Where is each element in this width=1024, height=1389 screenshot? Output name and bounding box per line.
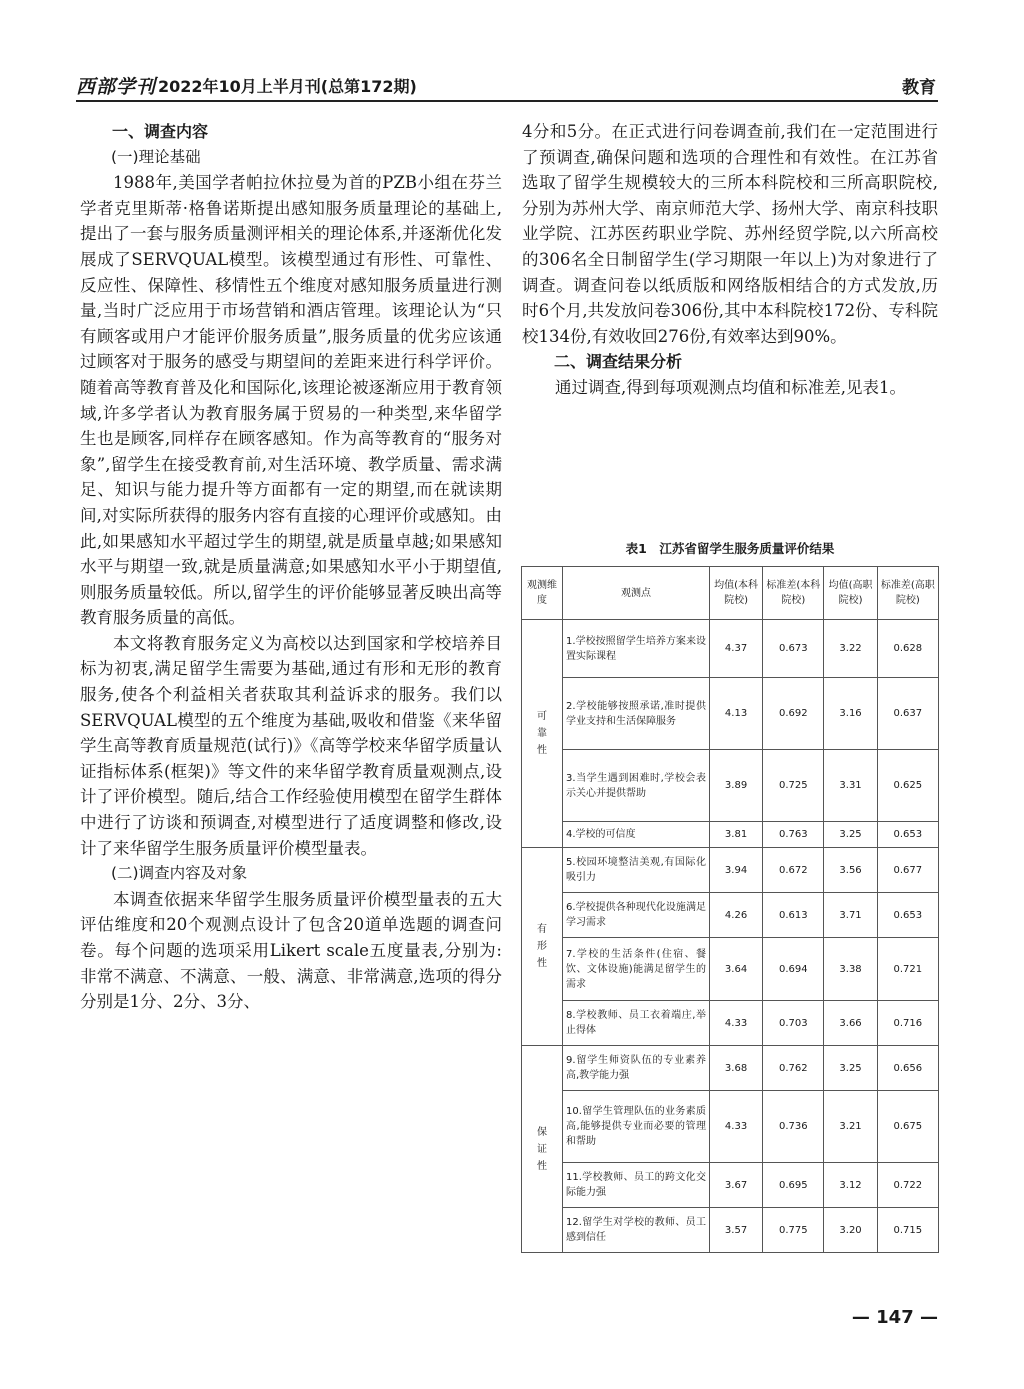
mean-vocational-cell: 3.16 [824,678,877,750]
mean-vocational-cell: 3.12 [824,1163,877,1208]
journal-logo: 西部学刊 [76,76,157,98]
paragraph: 本文将教育服务定义为高校以达到国家和学校培养目标为初衷,满足留学生需要为基础,通过有形和无形的教育服务,使各个利益相关者获取其利益诉求的服务。我们以SERVQUAL模型的五个维度为基础,吸收和借鉴《来华留学生高等教育质量规范(试行)》《高等学校来华留学质量认证指标体系(框架)》等文件的来华留学教育质量观测点,设计了评价模型。随后,结合工作经验使用模型在留学生群体中进行了访谈和预调查,对模型进行了适度调整和修改,设计了来华留学生服务质量评价模型量表。 [80,633,502,858]
mean-undergrad-cell: 4.37 [710,620,763,678]
journal-issue: 2022年10月上半月刊(总第172期) [158,77,417,96]
sd-undergrad-cell: 0.694 [763,938,824,1001]
item-cell: 2.学校能够按照承诺,准时提供学业支持和生活保障服务 [563,678,710,750]
results-table [521,566,939,1253]
column-header: 观测点 [563,567,710,620]
sd-undergrad-cell: 0.613 [763,893,824,938]
mean-undergrad-cell: 3.94 [710,848,763,893]
dimension-cell: 可 靠 性 [522,620,563,848]
column-header: 标准差(本科院校) [763,567,824,620]
table-title: 表1 江苏省留学生服务质量评价结果 [625,541,835,556]
column-header: 均值(本科院校) [710,567,763,620]
sd-vocational-cell: 0.722 [877,1163,938,1208]
mean-vocational-cell: 3.38 [824,938,877,1001]
mean-vocational-cell: 3.56 [824,848,877,893]
sd-vocational-cell: 0.637 [877,678,938,750]
column-header: 观测维度 [522,567,563,620]
paragraph: 1988年,美国学者帕拉休拉曼为首的PZB小组在芬兰学者克里斯蒂·格鲁诺斯提出感知服务质量理论的基础上,提出了一套与服务质量测评相关的理论体系,并逐渐优化发展成了SERVQUAL模型。该模型通过有形性、可靠性、反应性、保障性、移情性五个维度对感知服务质量进行测量,当时广泛应用于市场营销和酒店管理。该理论认为“只有顾客或用户才能评价服务质量”,服务质量的优劣应该通过顾客对于服务的感受与期望间的差距来进行科学评价。随着高等教育普及化和国际化,该理论被逐渐应用于教育领域,许多学者认为教育服务属于贸易的一种类型,来华留学生也是顾客,同样存在顾客感知。作为高等教育的“服务对象”,留学生在接受教育前,对生活环境、教学质量、需求满足、知识与能力提升等方面都有一定的期望,而在就读期间,对实际所获得的服务内容有直接的心理评价或感知。由此,如果感知水平超过学生的期望,就是质量卓越;如果感知水平与期望一致,就是质量满意;如果感知水平小于期望值,则服务质量较低。所以,留学生的评价能够显著反映出高等教育服务质量的高低。 [80,173,502,628]
table-row [522,848,939,893]
mean-undergrad-cell: 4.33 [710,1091,763,1163]
paragraph: 通过调查,得到每项观测点均值和标准差,见表1。 [555,377,906,397]
table-row [522,822,939,848]
sd-vocational-cell: 0.653 [877,822,938,848]
mean-undergrad-cell: 3.68 [710,1046,763,1091]
subsection-heading: (二)调查内容及对象 [111,864,248,883]
column-header: 标准差(高职院校) [877,567,938,620]
mean-vocational-cell: 3.21 [824,1091,877,1163]
sd-vocational-cell: 0.721 [877,938,938,1001]
mean-undergrad-cell: 4.26 [710,893,763,938]
right-column [522,119,938,401]
sd-vocational-cell: 0.715 [877,1208,938,1253]
left-column [80,119,502,1015]
item-cell: 9.留学生师资队伍的专业素养高,教学能力强 [563,1046,710,1091]
sd-undergrad-cell: 0.692 [763,678,824,750]
table-row [522,1001,939,1046]
mean-vocational-cell: 3.71 [824,893,877,938]
sd-undergrad-cell: 0.695 [763,1163,824,1208]
mean-undergrad-cell: 3.81 [710,822,763,848]
sd-vocational-cell: 0.675 [877,1091,938,1163]
dimension-cell: 有 形 性 [522,848,563,1046]
table-row [522,1046,939,1091]
sd-undergrad-cell: 0.672 [763,848,824,893]
mean-vocational-cell: 3.22 [824,620,877,678]
mean-undergrad-cell: 3.57 [710,1208,763,1253]
mean-undergrad-cell: 3.89 [710,750,763,822]
dimension-cell: 保 证 性 [522,1046,563,1253]
mean-undergrad-cell: 4.33 [710,1001,763,1046]
sd-vocational-cell: 0.625 [877,750,938,822]
sd-vocational-cell: 0.656 [877,1046,938,1091]
sd-undergrad-cell: 0.673 [763,620,824,678]
mean-vocational-cell: 3.20 [824,1208,877,1253]
item-cell: 8.学校教师、员工衣着端庄,举止得体 [563,1001,710,1046]
section-tag: 教育 [902,78,936,98]
table-row [522,750,939,822]
table-row [522,893,939,938]
sd-undergrad-cell: 0.775 [763,1208,824,1253]
sd-vocational-cell: 0.653 [877,893,938,938]
mean-undergrad-cell: 3.67 [710,1163,763,1208]
sd-undergrad-cell: 0.763 [763,822,824,848]
table-row [522,620,939,678]
table-header-row [522,567,939,620]
mean-vocational-cell: 3.25 [824,822,877,848]
item-cell: 6.学校提供各种现代化设施满足学习需求 [563,893,710,938]
item-cell: 10.留学生管理队伍的业务素质高,能够提供专业而必要的管理和帮助 [563,1091,710,1163]
item-cell: 12.留学生对学校的教师、员工感到信任 [563,1208,710,1253]
section-heading: 二、调查结果分析 [554,352,683,372]
sd-vocational-cell: 0.628 [877,620,938,678]
paragraph: 本调查依据来华留学生服务质量评价模型量表的五大评估维度和20个观测点设计了包含20道单选题的调查问卷。每个问题的选项采用Likert scale五度量表,分别为:非常不满意、不满意、一般、满意、非常满意,选项的得分分别是1分、2分、3分、 [80,889,502,1012]
table-body [522,620,939,1253]
table-row [522,1091,939,1163]
page-number: — 147 — [851,1307,938,1328]
mean-vocational-cell: 3.31 [824,750,877,822]
page-header [76,70,938,102]
column-header: 均值(高职院校) [824,567,877,620]
item-cell: 7.学校的生活条件(住宿、餐饮、文体设施)能满足留学生的需求 [563,938,710,1001]
sd-undergrad-cell: 0.762 [763,1046,824,1091]
sd-vocational-cell: 0.716 [877,1001,938,1046]
mean-vocational-cell: 3.25 [824,1046,877,1091]
item-cell: 11.学校教师、员工的跨文化交际能力强 [563,1163,710,1208]
item-cell: 4.学校的可信度 [563,822,710,848]
table-row [522,678,939,750]
sd-vocational-cell: 0.677 [877,848,938,893]
sd-undergrad-cell: 0.736 [763,1091,824,1163]
table-row [522,938,939,1001]
table-row [522,1208,939,1253]
item-cell: 5.校园环境整洁美观,有国际化吸引力 [563,848,710,893]
item-cell: 3.当学生遇到困难时,学校会表示关心并提供帮助 [563,750,710,822]
mean-undergrad-cell: 3.64 [710,938,763,1001]
sd-undergrad-cell: 0.703 [763,1001,824,1046]
paragraph: 4分和5分。在正式进行问卷调查前,我们在一定范围进行了预调查,确保问题和选项的合理性和有效性。在江苏省选取了留学生规模较大的三所本科院校和三所高职院校,分别为苏州大学、南京师范大学、扬州大学、南京科技职业学院、江苏医药职业学院、苏州经贸学院,以六所高校的306名全日制留学生(学习期限一年以上)为对象进行了调查。调查问卷以纸质版和网络版相结合的方式发放,历时6个月,共发放问卷306份,其中本科院校172份、专科院校134份,有效收回276份,有效率达到90%。 [522,122,938,346]
mean-vocational-cell: 3.66 [824,1001,877,1046]
item-cell: 1.学校按照留学生培养方案来设置实际课程 [563,620,710,678]
sd-undergrad-cell: 0.725 [763,750,824,822]
mean-undergrad-cell: 4.13 [710,678,763,750]
section-heading: 一、调查内容 [112,122,209,141]
subsection-heading: (一)理论基础 [111,147,201,166]
table-row [522,1163,939,1208]
